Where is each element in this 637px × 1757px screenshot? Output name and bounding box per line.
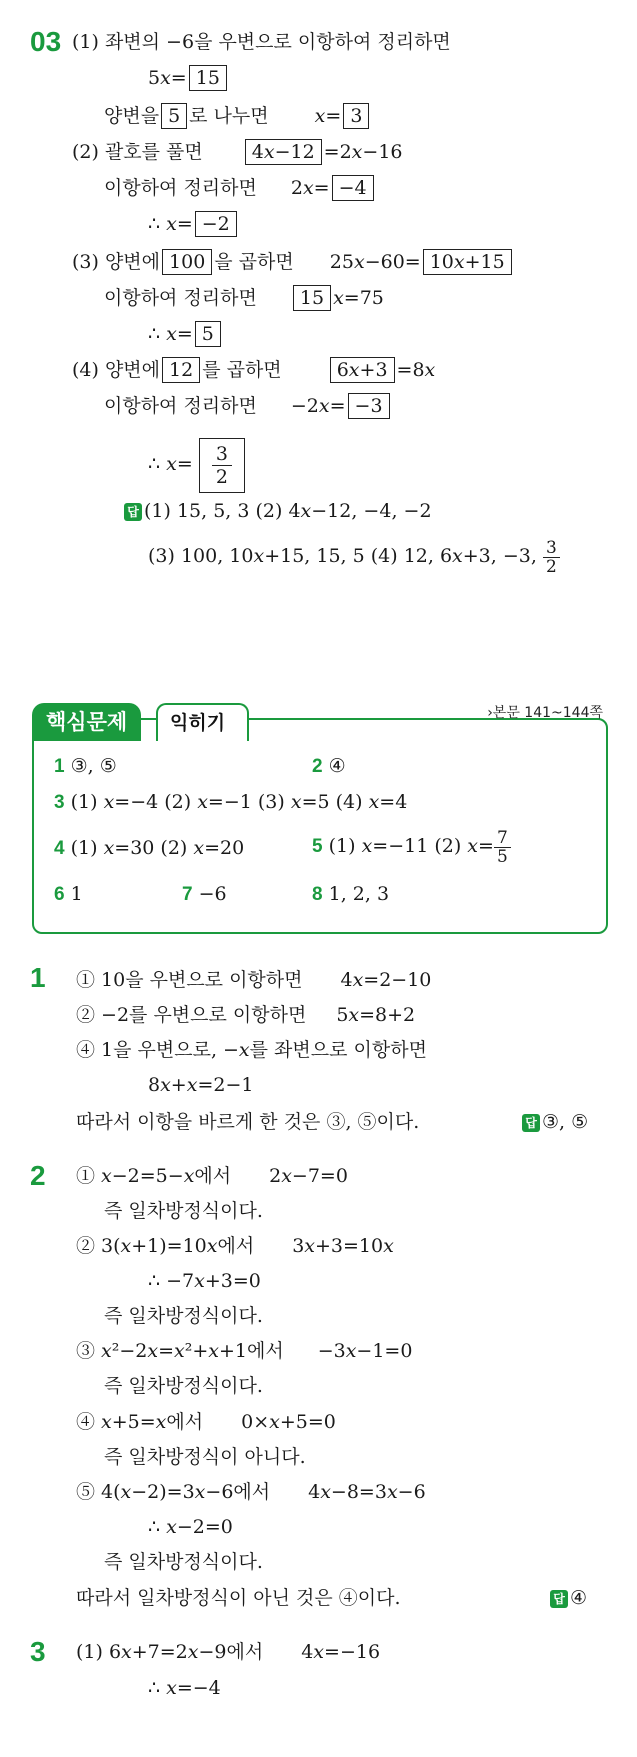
equation: 2𝑥−7=0 [269,1165,348,1187]
panel-row [54,788,407,817]
item-number: 8 [312,884,323,905]
text: ⑤ 4(𝑥−2)=3𝑥−6에서 [76,1481,271,1503]
item-answer: ④ [328,755,346,777]
text: =8𝑥 [396,359,436,381]
item-number: 1 [54,756,65,777]
item-number: 3 [54,792,65,813]
text: 이항하여 정리하면 [104,177,257,199]
item-number: 6 [54,884,65,905]
answer-text: (1) 15, 5, 3 (2) 4𝑥−12, −4, −2 [144,500,432,522]
equation-line: ∴ −7𝑥+3=0 [148,1270,261,1292]
item-number: 7 [182,884,193,905]
text: 로 나누면 [189,105,269,127]
item-number: 2 [312,756,323,777]
answer-box: 15 [293,285,331,311]
text: ② 3(𝑥+1)=10𝑥에서 [76,1235,255,1257]
fraction-numerator: 3 [212,443,232,466]
text: ① 10을 우변으로 이항하면 [76,969,303,991]
text: 양변을 [104,105,160,127]
panel-row [54,880,83,909]
text-line [148,434,245,494]
text-line [76,1478,426,1506]
text-line [76,1337,412,1365]
text: 이항하여 정리하면 [104,287,257,309]
answer-text: ④ [570,1587,588,1609]
answer-line [550,1584,587,1612]
answer-icon: 답 [522,1114,540,1132]
equation: 5𝑥=8+2 [336,1004,416,1026]
text: 2𝑥= [290,177,330,199]
text: ④ 𝑥+5=𝑥에서 [76,1411,204,1433]
text: 𝑥=75 [333,287,384,309]
answer-box: 5 [195,321,221,347]
text-line: 즉 일차방정식이다. [104,1200,263,1222]
text-line [76,1232,394,1260]
text-line: 즉 일차방정식이다. [104,1551,263,1573]
equation: −3𝑥−1=0 [317,1340,413,1362]
answer-line [124,497,432,525]
text: =2𝑥−16 [323,141,403,163]
text-line: 따라서 일차방정식이 아닌 것은 ④이다. [76,1587,401,1609]
equation-line: ∴ 𝑥−2=0 [148,1516,233,1538]
page-reference: ›본문 141~144쪽 [487,705,603,721]
answer-line [522,1108,588,1136]
item-answer: ③, ⑤ [70,755,117,777]
text: 을 곱하면 [214,251,294,273]
panel-row [54,752,117,781]
text-line: 따라서 이항을 바르게 한 것은 ③, ⑤이다. [76,1111,420,1133]
equation: 4𝑥=2−10 [340,969,432,991]
text: (2) 괄호를 풀면 [72,141,203,163]
text-line [104,102,371,130]
text-line [76,1638,380,1666]
text-line [148,210,239,238]
fraction-numerator: 3 [543,539,560,558]
item-answer: (1) 𝑥=−11 (2) 𝑥= [328,835,494,857]
text: (3) 양변에 [72,251,161,273]
text: ∴ 𝑥= [148,213,193,235]
answer-box: −4 [332,175,374,201]
fraction [543,539,560,576]
item-number: 5 [312,836,323,857]
item-answer: (1) 𝑥=−4 (2) 𝑥=−1 (3) 𝑥=5 (4) 𝑥=4 [70,791,408,813]
text-line: ④ 1을 우변으로, −𝑥를 좌변으로 이항하면 [76,1039,427,1061]
answer-box: 100 [162,249,212,275]
answer-box: 3 [343,103,369,129]
item-answer: 1 [70,883,83,905]
fraction-denominator: 2 [545,556,557,577]
text-line [76,966,431,994]
answer-text: ③, ⑤ [542,1111,589,1133]
equation-line: 8𝑥+𝑥=2−1 [148,1074,254,1096]
answer-box: 5 [161,103,187,129]
panel-tab-practice: 익히기 [156,703,249,741]
equation-text: 5𝑥= [148,67,187,89]
panel-row [312,822,511,871]
text: −2𝑥= [290,395,346,417]
text-line [76,1162,348,1190]
text: ① 𝑥−2=5−𝑥에서 [76,1165,232,1187]
panel-row [312,880,389,909]
item-answer: 1, 2, 3 [328,883,390,905]
text: (4) 양변에 [72,359,161,381]
equation: 0×𝑥+5=0 [241,1411,336,1433]
fraction [494,829,511,866]
answer-box: −3 [348,393,390,419]
answer-box: 4𝑥−12 [245,139,322,165]
text: 를 곱하면 [202,359,282,381]
item-answer: −6 [198,883,227,905]
text: 이항하여 정리하면 [104,395,257,417]
equation: 4𝑥=−16 [301,1641,381,1663]
answer-box: 15 [189,65,227,91]
answer-icon: 답 [124,503,142,521]
text: 𝑥= [314,105,342,127]
text-line [104,284,384,312]
text: (1) 6𝑥+7=2𝑥−9에서 [76,1641,264,1663]
text-line [76,1001,415,1029]
panel-tab-core: 핵심문제 [32,703,141,741]
text-line: 즉 일차방정식이 아니다. [104,1446,306,1468]
text-line [104,392,392,420]
answer-box: −2 [195,211,237,237]
text-line: (1) 좌변의 −6을 우변으로 이항하여 정리하면 [72,31,451,53]
answer-box: 12 [162,357,200,383]
answer-text: (3) 100, 10𝑥+15, 15, 5 (4) 12, 6𝑥+3, −3, [148,545,537,567]
fraction-denominator: 5 [496,846,508,867]
text-line [72,248,514,276]
text: ③ 𝑥²−2𝑥=𝑥²+𝑥+1에서 [76,1340,284,1362]
text: 25𝑥−60= [329,251,421,273]
fraction-box [199,438,245,493]
fraction-denominator: 2 [215,465,228,488]
text-line [72,138,403,166]
text-line [72,356,435,384]
panel-row [312,752,346,781]
equation: 4𝑥−8=3𝑥−6 [308,1481,426,1503]
answer-line [148,532,560,580]
equation-line: ∴ 𝑥=−4 [148,1677,221,1699]
text-line [104,174,376,202]
text-line: 즉 일차방정식이다. [104,1375,263,1397]
answer-box: 10𝑥+15 [423,249,512,275]
text: ∴ 𝑥= [148,453,193,475]
equation: 3𝑥+3=10𝑥 [292,1235,394,1257]
answer-box: 6𝑥+3 [330,357,395,383]
fraction-numerator: 7 [494,829,511,848]
item-answer: (1) 𝑥=30 (2) 𝑥=20 [70,837,245,859]
problem-number: 03 [30,26,62,57]
panel-row [54,834,244,863]
text-line [148,320,223,348]
text: ② −2를 우변으로 이항하면 [76,1004,307,1026]
solution-number: 1 [30,962,46,993]
answer-icon: 답 [550,1590,568,1608]
solution-number: 2 [30,1160,46,1191]
equation-line [148,64,229,92]
text-line: 즉 일차방정식이다. [104,1305,263,1327]
text: ∴ 𝑥= [148,323,193,345]
solution-number: 3 [30,1636,46,1667]
text-line [76,1408,336,1436]
item-number: 4 [54,838,65,859]
panel-row [182,880,227,909]
